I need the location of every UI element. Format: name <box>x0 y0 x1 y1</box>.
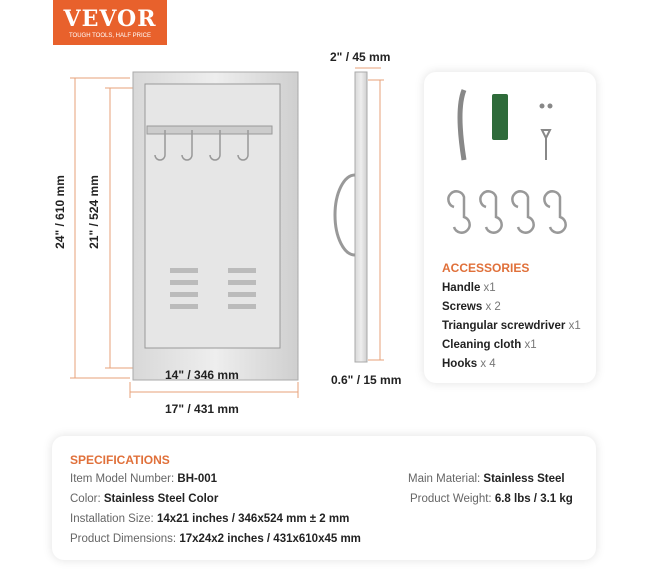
spec-material: Main Material: Stainless Steel <box>408 473 565 485</box>
handle-icon <box>460 90 464 160</box>
dim-depth: 2" / 45 mm <box>330 50 391 64</box>
specifications-title: SPECIFICATIONS <box>70 453 170 467</box>
accessories-title: ACCESSORIES <box>442 261 530 275</box>
hooks-icon <box>448 191 565 232</box>
screws-icon <box>540 104 545 109</box>
cleaning-cloth-icon <box>492 94 508 140</box>
accessories-images <box>424 72 596 252</box>
accessory-item: Screws x 2 <box>442 301 501 313</box>
accessories-card <box>424 72 596 383</box>
accessory-item: Triangular screwdriver x1 <box>442 320 581 332</box>
dim-thickness: 0.6" / 15 mm <box>331 373 402 387</box>
accessory-item: Cleaning cloth x1 <box>442 339 537 351</box>
accessory-item: Hooks x 4 <box>442 358 496 370</box>
spec-color: Color: Stainless Steel Color <box>70 493 219 505</box>
door-inner-panel <box>145 84 280 348</box>
logo-brand: VEVOR <box>63 6 157 32</box>
spec-weight: Product Weight: 6.8 lbs / 3.1 kg <box>410 493 573 505</box>
dim-width-inner: 14" / 346 mm <box>165 368 239 382</box>
spec-product-dimensions: Product Dimensions: 17x24x2 inches / 431x610x45 mm <box>70 533 361 545</box>
side-handle <box>335 175 355 255</box>
door-side-view <box>355 72 367 362</box>
dim-height-outer: 24" / 610 mm <box>53 175 67 249</box>
dim-height-inner: 21" / 524 mm <box>87 175 101 249</box>
logo-tagline: TOUGH TOOLS, HALF PRICE <box>68 33 152 39</box>
dim-width-outer: 17" / 431 mm <box>165 402 239 416</box>
spec-installation-size: Installation Size: 14x21 inches / 346x524 mm ± 2 mm <box>70 513 350 525</box>
specifications-card <box>52 436 596 560</box>
spec-model: Item Model Number: BH-001 <box>70 473 218 485</box>
triangular-screwdriver-icon <box>542 130 550 160</box>
accessory-item: Handle x1 <box>442 282 496 294</box>
